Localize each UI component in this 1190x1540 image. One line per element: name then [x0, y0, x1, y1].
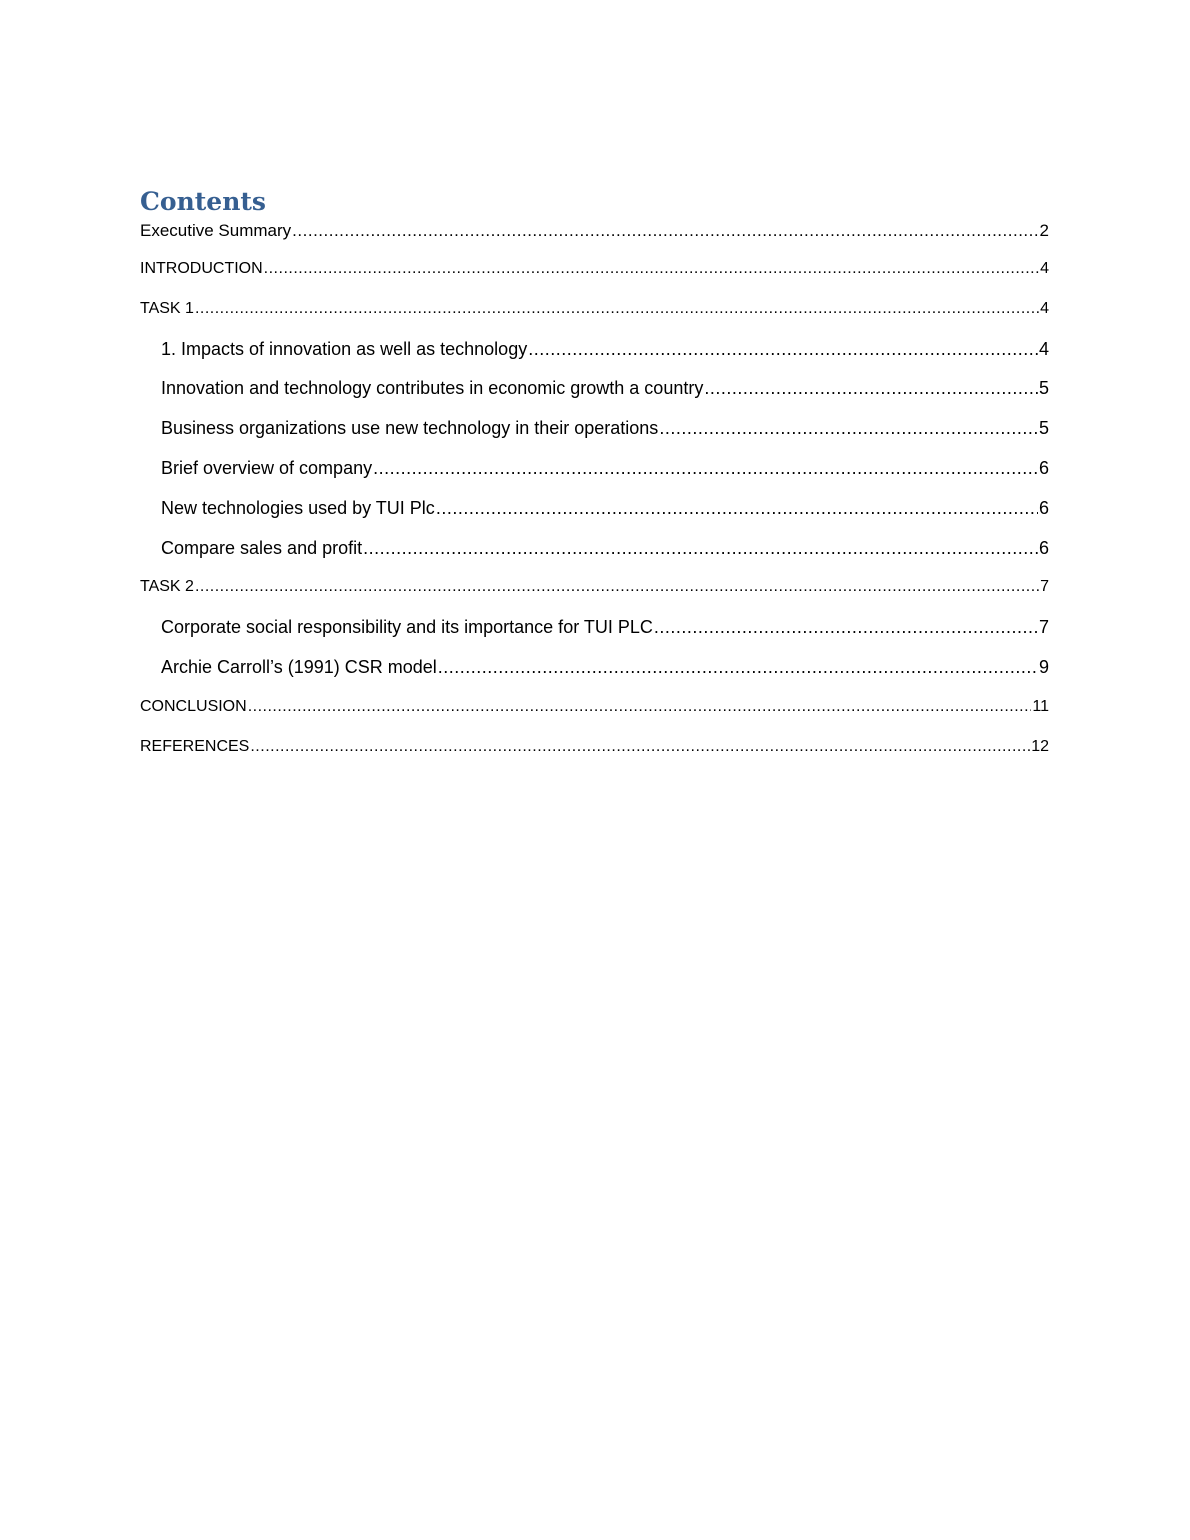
toc-dot-leader	[195, 576, 1039, 598]
toc-entry-page: 7	[1038, 617, 1049, 638]
toc-entry-innovation-economic-growth[interactable]	[140, 377, 1049, 417]
toc-entry-title: TASK 2	[140, 578, 194, 596]
toc-entry-impacts-of-innovation[interactable]	[140, 338, 1049, 378]
toc-entry-page: 2	[1039, 221, 1049, 240]
toc-entry-title: 1. Impacts of innovation as well as technology	[161, 338, 528, 359]
toc-entry-title: REFERENCES	[140, 737, 250, 755]
toc-entry-page: 7	[1040, 578, 1049, 596]
toc-entry-conclusion[interactable]	[140, 696, 1049, 736]
toc-dot-leader	[373, 457, 1038, 479]
toc-list	[140, 220, 1049, 775]
toc-entry-title: Brief overview of company	[161, 457, 373, 478]
toc-entry-title: Innovation and technology contributes in economic growth a country	[161, 378, 704, 399]
toc-entry-page: 9	[1038, 656, 1049, 677]
toc-entry-title: Compare sales and profit	[161, 537, 363, 558]
toc-entry-title: INTRODUCTION	[140, 260, 263, 277]
toc-entry-title: Archie Carroll’s (1991) CSR model	[161, 656, 437, 677]
toc-entry-page: 4	[1040, 299, 1049, 317]
toc-dot-leader	[363, 537, 1038, 559]
toc-entry-title: CONCLUSION	[140, 697, 247, 715]
toc-entry-page: 12	[1031, 737, 1049, 755]
toc-entry-page: 5	[1038, 378, 1049, 399]
toc-entry-corporate-social-responsibility[interactable]	[140, 616, 1049, 656]
toc-dot-leader	[248, 696, 1032, 718]
toc-entry-page: 4	[1040, 260, 1049, 277]
toc-entry-sales-and-profit[interactable]	[140, 537, 1049, 577]
toc-entry-title: Corporate social responsibility and its importance for TUI PLC	[161, 617, 653, 638]
toc-entry-title: New technologies used by TUI Plc	[161, 497, 435, 518]
toc-dot-leader	[704, 377, 1038, 399]
toc-entry-page: 11	[1032, 697, 1049, 715]
toc-dot-leader	[250, 736, 1030, 758]
toc-entry-task-1[interactable]	[140, 298, 1049, 338]
toc-dot-leader	[659, 417, 1038, 439]
toc-entry-executive-summary[interactable]	[140, 220, 1049, 258]
toc-entry-title: Business organizations use new technology in their operations	[161, 418, 659, 439]
toc-entry-business-organizations[interactable]	[140, 417, 1049, 457]
toc-heading: Contents	[140, 187, 267, 216]
toc-entry-introduction[interactable]	[140, 258, 1049, 298]
toc-entry-references[interactable]	[140, 736, 1049, 776]
toc-entry-page: 4	[1038, 338, 1049, 359]
table-of-contents	[140, 186, 1049, 775]
toc-entry-csr-model[interactable]	[140, 656, 1049, 696]
toc-entry-company-overview[interactable]	[140, 457, 1049, 497]
toc-entry-new-technologies[interactable]	[140, 497, 1049, 537]
toc-dot-leader	[528, 338, 1038, 360]
toc-dot-leader	[654, 616, 1038, 638]
toc-entry-page: 6	[1038, 537, 1049, 558]
toc-dot-leader	[292, 220, 1038, 242]
toc-dot-leader	[264, 258, 1039, 280]
toc-entry-title: TASK 1	[140, 299, 194, 317]
toc-entry-task-2[interactable]	[140, 576, 1049, 616]
toc-entry-page: 6	[1038, 497, 1049, 518]
toc-entry-page: 5	[1038, 418, 1049, 439]
toc-dot-leader	[436, 497, 1038, 519]
toc-entry-title: Executive Summary	[140, 221, 292, 240]
toc-entry-page: 6	[1038, 457, 1049, 478]
toc-dot-leader	[195, 298, 1039, 320]
toc-dot-leader	[438, 656, 1038, 678]
